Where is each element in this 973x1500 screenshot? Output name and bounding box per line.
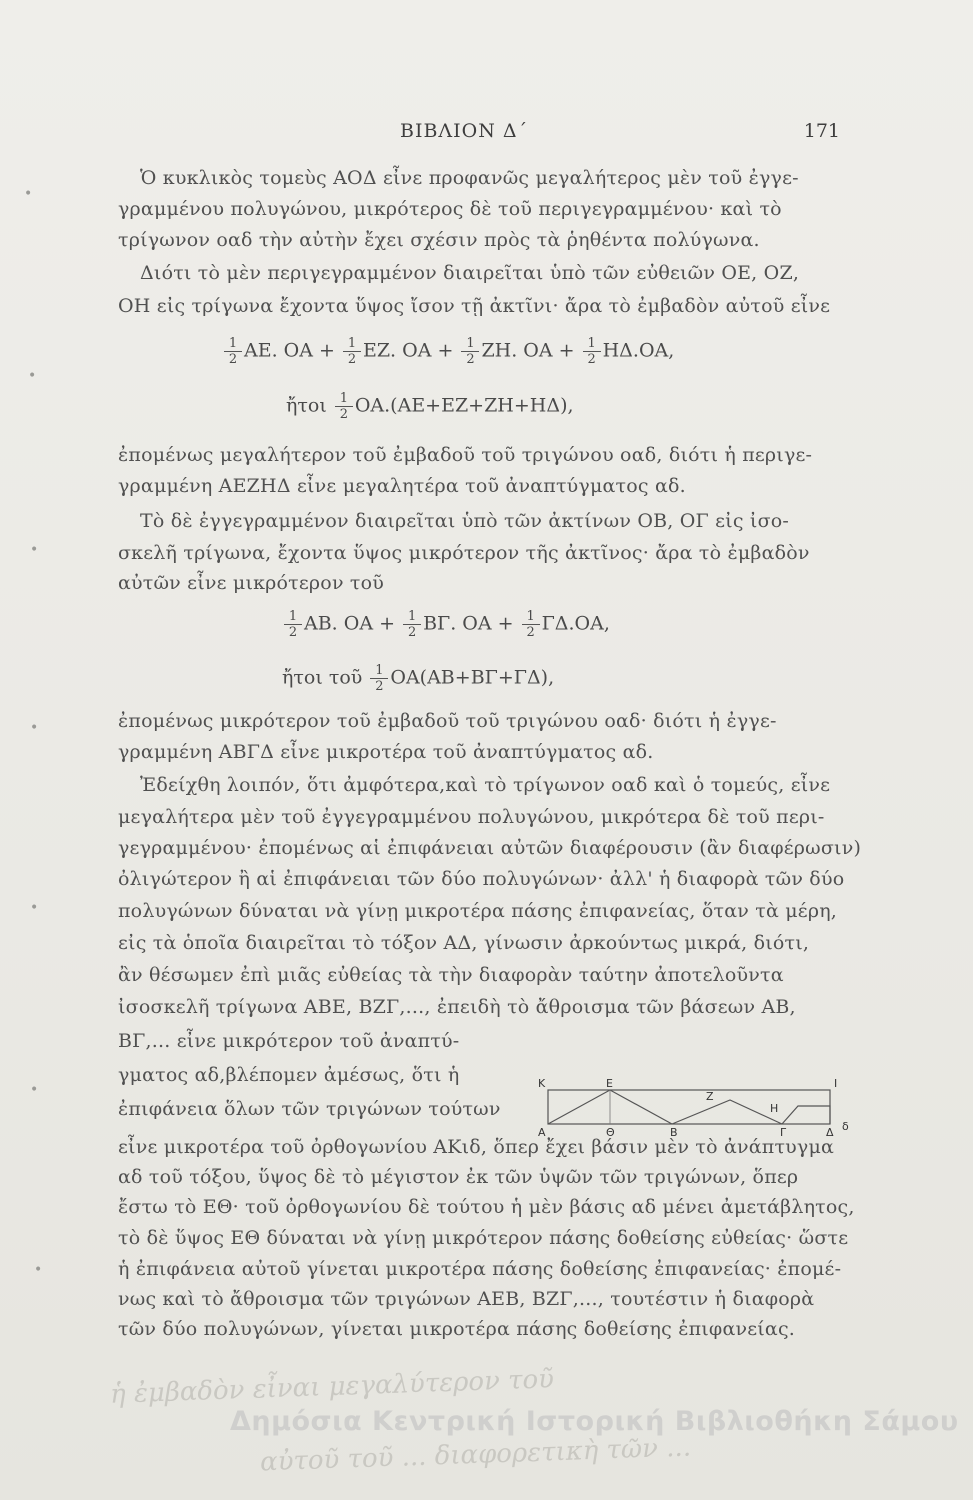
fraction: $\frac{1}{2}$ — [403, 610, 421, 639]
label-b: Β — [670, 1126, 678, 1138]
fraction: $\frac{1}{2}$ — [284, 610, 302, 639]
label-h: Η — [770, 1102, 779, 1115]
label-e: Ε — [606, 1078, 613, 1090]
fraction: $\frac{1}{2}$ — [522, 610, 540, 639]
text-line: σκελῆ τρίγωνα, ἔχοντα ὕψος μικρότερον τῆς ἀκτῖνος· ἄρα τὸ ἐμβαδὸν — [118, 542, 810, 564]
text-line: ἰσοσκελῆ τρίγωνα ΑΒΕ, ΒΖΓ,..., ἐπειδὴ τὸ ἄθροισμα τῶν βάσεων ΑΒ, — [118, 996, 796, 1018]
text-line: τῶν δύο πολυγώνων, γίνεται μικροτέρα πάσης δοθείσης ἐπιφανείας. — [118, 1318, 796, 1340]
margin-speck: • — [30, 1082, 39, 1098]
triangles-figure — [530, 1078, 860, 1138]
text-line: ἐπιφάνεια ὅλων τῶν τριγώνων τούτων — [118, 1098, 501, 1120]
label-th: Θ — [606, 1126, 615, 1138]
label-z: Ζ — [706, 1090, 714, 1103]
rectangle-akid — [548, 1090, 830, 1124]
margin-speck: • — [28, 368, 37, 384]
text-line: γεγραμμένου· ἐπομένως αἱ ἐπιφάνειαι αὐτῶν διαφέρουσιν (ἂν διαφέρωσιν) — [118, 837, 862, 859]
text-line: ἂν θέσωμεν ἐπὶ μιᾶς εὐθείας τὰ τὴν διαφορὰν ταύτην ἀποτελοῦντα — [118, 964, 784, 986]
label-i: Ι — [834, 1078, 838, 1090]
fraction: $\frac{1}{2}$ — [461, 337, 479, 366]
text-line: πολυγώνων δύναται νὰ γίνῃ μικροτέρα πάσης ἐπιφανείας, ὅταν τὰ μέρη, — [118, 900, 838, 922]
library-watermark: Δημόσια Κεντρική Ιστορική Βιβλιοθήκη Σάμου — [230, 1406, 959, 1437]
text-line: ΟΗ εἰς τρίγωνα ἔχοντα ὕψος ἴσον τῇ ἀκτῖνι· ἄρα τὸ ἐμβαδὸν αὐτοῦ εἶνε — [118, 295, 831, 317]
running-title: ΒΙΒΛΙΟΝ Δ΄ — [400, 120, 529, 142]
fraction: $\frac{1}{2}$ — [583, 337, 601, 366]
label-g: Γ — [780, 1126, 787, 1138]
text-line: εἶνε μικροτέρα τοῦ ὀρθογωνίου ΑΚιδ, ὅπερ ἔχει βάσιν μὲν τὸ ἀνάπτυγμα — [118, 1136, 835, 1158]
formula-circumscribed-area: $\frac{1}{2}$ ΑΕ. ΟΑ + $\frac{1}{2}$ ΕΖ. ΟΑ + $\frac{1}{2}$ ΖΗ. ΟΑ + $\frac{1}{2}$ ΗΔ.ΟΑ, — [222, 337, 674, 366]
triangle-ghd — [782, 1106, 830, 1124]
text-line: ἔστω τὸ ΕΘ· τοῦ ὀρθογωνίου δὲ τούτου ἡ μὲν βάσις αδ μένει ἀμετάβλητος, — [118, 1196, 855, 1218]
text-line: νως καὶ τὸ ἄθροισμα τῶν τριγώνων ΑΕΒ, ΒΖΓ,..., τουτέστιν ἡ διαφορὰ — [118, 1288, 815, 1310]
formula-inscribed-area: $\frac{1}{2}$ ΑΒ. ΟΑ + $\frac{1}{2}$ ΒΓ. ΟΑ + $\frac{1}{2}$ ΓΔ.ΟΑ, — [282, 610, 610, 639]
text-line: Ἐδείχθη λοιπόν, ὅτι ἀμφότερα,καὶ τὸ τρίγωνον οαδ καὶ ὁ τομεύς, εἶνε — [140, 774, 831, 796]
text-line: γματος αδ,βλέπομεν ἀμέσως, ὅτι ἡ — [118, 1064, 460, 1086]
text-line: Διότι τὸ μὲν περιγεγραμμένον διαιρεῖται ὑπὸ τῶν εὐθειῶν ΟΕ, ΟΖ, — [140, 262, 800, 284]
label-delta-small: δ — [842, 1120, 849, 1133]
formula-circumscribed-sum: ἤτοι $\frac{1}{2}$ ΟΑ.(ΑΕ+ΕΖ+ΖΗ+ΗΔ), — [286, 391, 574, 422]
text-line: ἐπομένως μικρότερον τοῦ ἐμβαδοῦ τοῦ τριγώνου οαδ· διότι ἡ ἐγγε- — [118, 710, 777, 732]
text-line: γραμμένη ΑΒΓΔ εἶνε μικροτέρα τοῦ ἀναπτύγματος αδ. — [118, 741, 654, 763]
handwritten-note: αὐτοῦ τοῦ ... διαφορετικὴ τῶν ... — [259, 1432, 692, 1478]
page-number: 171 — [803, 120, 840, 142]
text-line: γραμμένη ΑΕΖΗΔ εἶνε μεγαλητέρα τοῦ ἀναπτύγματος αδ. — [118, 475, 686, 497]
label-a: Α — [538, 1126, 546, 1138]
text-line: αὐτῶν εἶνε μικρότερον τοῦ — [118, 572, 385, 594]
fraction: $\frac{1}{2}$ — [224, 337, 242, 366]
text-line: ΒΓ,... εἶνε μικρότερον τοῦ ἀναπτύ- — [118, 1030, 460, 1052]
text-line: Ὁ κυκλικὸς τομεὺς ΑΟΔ εἶνε προφανῶς μεγαλήτερος μὲν τοῦ ἐγγε- — [140, 167, 799, 189]
text-line: ἐπομένως μεγαλήτερον τοῦ ἐμβαδοῦ τοῦ τριγώνου οαδ, διότι ἡ περιγε- — [118, 444, 813, 466]
triangles-diagram — [530, 1078, 860, 1138]
text-line: μεγαλήτερα μὲν τοῦ ἐγγεγραμμένου πολυγώνου, μικρότερα δὲ τοῦ περι- — [118, 806, 825, 828]
text-line: τρίγωνον οαδ τὴν αὐτὴν ἔχει σχέσιν πρὸς τὰ ῥηθέντα πολύγωνα. — [118, 229, 760, 251]
handwritten-note: ἡ ἐμβαδὸν εἶναι μεγαλύτερον τοῦ — [109, 1364, 555, 1410]
text-line: ἡ ἐπιφάνεια αὐτοῦ γίνεται μικροτέρα πάσης δοθείσης ἐπιφανείας· ἐπομέ- — [118, 1258, 842, 1280]
text-line: εἰς τὰ ὁποῖα διαιρεῖται τὸ τόξον ΑΔ, γίνωσιν ἀρκούντως μικρά, διότι, — [118, 932, 810, 954]
margin-speck: • — [30, 542, 39, 558]
fraction: $\frac{1}{2}$ — [335, 392, 353, 421]
label-d: Δ — [826, 1126, 834, 1138]
fraction: $\frac{1}{2}$ — [343, 337, 361, 366]
text-line: Τὸ δὲ ἐγγεγραμμένον διαιρεῖται ὑπὸ τῶν ἀκτίνων ΟΒ, ΟΓ εἰς ἰσο- — [140, 510, 789, 532]
margin-speck: • — [34, 1262, 43, 1278]
margin-speck: • — [24, 186, 33, 202]
formula-inscribed-sum: ἤτοι τοῦ $\frac{1}{2}$ ΟΑ(ΑΒ+ΒΓ+ΓΔ), — [282, 663, 555, 694]
triangle-bzg — [672, 1100, 782, 1124]
margin-speck: • — [30, 720, 39, 736]
label-k: Κ — [538, 1078, 546, 1090]
text-line: γραμμένου πολυγώνου, μικρότερος δὲ τοῦ περιγεγραμμένου· καὶ τὸ — [118, 198, 782, 220]
text-line: τὸ δὲ ὕψος ΕΘ δύναται νὰ γίνῃ μικρότερον πάσης δοθείσης εὐθείας· ὥστε — [118, 1227, 849, 1249]
fraction: $\frac{1}{2}$ — [370, 664, 388, 693]
page-header — [130, 120, 840, 150]
text-line: αδ τοῦ τόξου, ὕψος δὲ τὸ μέγιστον ἐκ τῶν ὑψῶν τῶν τριγώνων, ὅπερ — [118, 1166, 799, 1188]
text-line: ὀλιγώτερον ἢ αἱ ἐπιφάνειαι τῶν δύο πολυγώνων· ἀλλ' ἡ διαφορὰ τῶν δύο — [118, 868, 845, 890]
margin-speck: • — [30, 900, 39, 916]
